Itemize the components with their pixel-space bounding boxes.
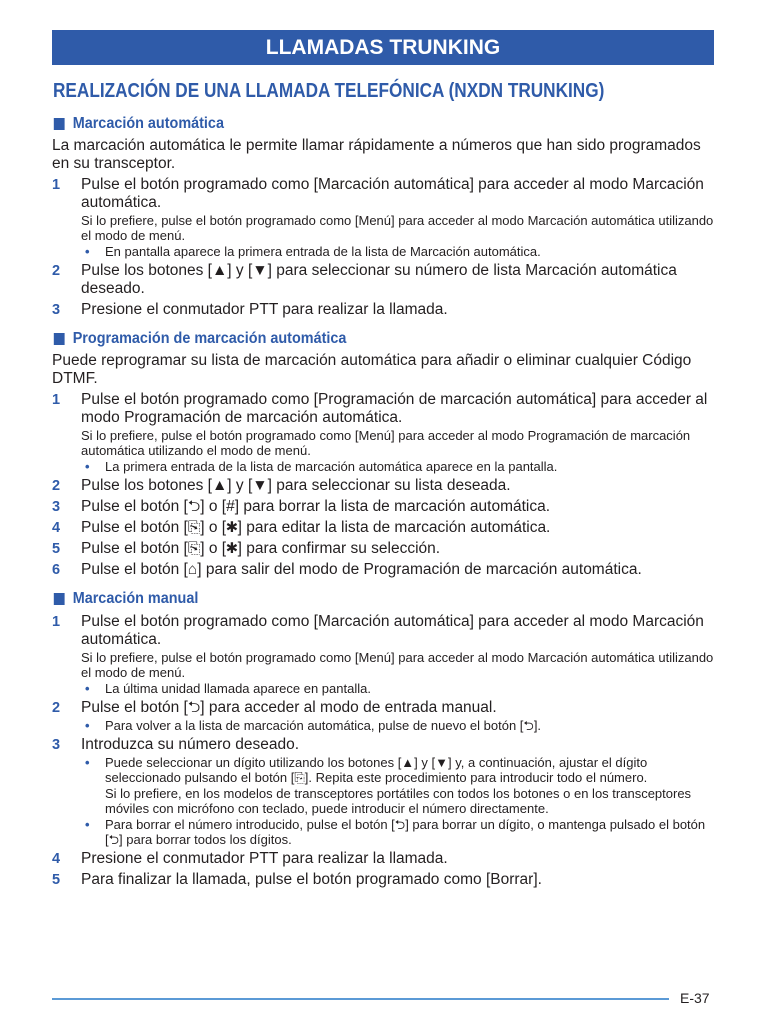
section-title: REALIZACIÓN DE UNA LLAMADA TELEFÓNICA (NXDN TRUNKING): [53, 80, 605, 102]
bullet-item: [52, 244, 716, 259]
step-number: 3: [52, 302, 61, 318]
step-number: 5: [52, 872, 61, 888]
prog-intro: Puede reprogramar su lista de marcación automática para añadir o eliminar cualquier Código DTMF.: [52, 352, 692, 387]
step: [52, 391, 716, 427]
bullet-item: [52, 459, 716, 474]
step-number: 6: [52, 562, 61, 578]
page-body: [52, 113, 716, 890]
square-bullet-icon: [54, 118, 65, 130]
bullet-item: [52, 755, 716, 785]
step: [52, 498, 716, 516]
step-number: 2: [52, 700, 61, 716]
bullet-item: [52, 718, 716, 733]
step-text: Pulse el botón [⎘] o [✱] para confirmar su selección.: [81, 540, 441, 557]
step-text: Pulse el botón programado como [Marcación automática] para acceder al modo Marcación automática.: [81, 613, 704, 648]
step-number: 5: [52, 541, 61, 557]
bullet-dot-icon: •: [85, 718, 90, 733]
step-text: Presione el conmutador PTT para realizar la llamada.: [81, 850, 448, 867]
step-text: Pulse el botón [⎘] o [✱] para editar la lista de marcación automática.: [81, 519, 551, 536]
bullet-text: Para borrar el número introducido, pulse el botón [⮌] para borrar un dígito, o mantenga pulsado el botón [⮌] para borrar todos los dígitos.: [105, 817, 706, 847]
step-text: Pulse el botón [⮌] para acceder al modo de entrada manual.: [81, 699, 497, 716]
step-number: 4: [52, 851, 61, 867]
step-text: Pulse los botones [▲] y [▼] para seleccionar su lista deseada.: [81, 477, 511, 494]
square-bullet-icon: [54, 593, 65, 605]
subheading-manual-dial: [52, 588, 650, 610]
bullet-item: [52, 817, 716, 847]
step: [52, 176, 716, 212]
page-number: E-37: [680, 990, 710, 1006]
step: [52, 477, 716, 495]
step-number: 2: [52, 263, 61, 279]
step: [52, 561, 716, 579]
step: [52, 301, 716, 319]
step-number: 1: [52, 614, 61, 630]
step-number: 3: [52, 499, 61, 515]
step: [52, 871, 716, 889]
step: [52, 699, 716, 717]
subheading-auto-dial-programming: [52, 328, 650, 350]
step-number: 4: [52, 520, 61, 536]
bullet-text: Para volver a la lista de marcación automática, pulse de nuevo el botón [⮌].: [105, 718, 542, 733]
step: [52, 519, 716, 537]
bullet-dot-icon: •: [85, 459, 90, 474]
step: [52, 736, 716, 754]
step: [52, 262, 716, 298]
subheading-label: Marcación automática: [72, 115, 224, 132]
step: [52, 613, 716, 649]
step: [52, 540, 716, 558]
step-number: 3: [52, 737, 61, 753]
step-note: Si lo prefiere, pulse el botón programado como [Menú] para acceder al modo Programación de marcación automática utilizando el modo de menú.: [81, 428, 691, 458]
bullet-text: En pantalla aparece la primera entrada de la lista de Marcación automática.: [105, 244, 541, 259]
subheading-auto-dial: [52, 113, 650, 135]
step-number: 1: [52, 392, 61, 408]
bullet-text: La última unidad llamada aparece en pantalla.: [105, 681, 371, 696]
bullet-dot-icon: •: [85, 244, 90, 259]
chapter-banner: LLAMADAS TRUNKING: [52, 30, 714, 65]
step-text: Pulse el botón [⮌] o [#] para borrar la lista de marcación automática.: [81, 498, 551, 515]
footer-rule: [52, 998, 669, 1000]
subheading-label: Marcación manual: [72, 590, 199, 607]
bullet-dot-icon: •: [85, 755, 90, 770]
step-text: Pulse el botón programado como [Marcación automática] para acceder al modo Marcación automática.: [81, 176, 704, 211]
step-text: Introduzca su número deseado.: [81, 736, 299, 753]
step-text: Presione el conmutador PTT para realizar la llamada.: [81, 301, 448, 318]
step-text: Pulse el botón programado como [Programación de marcación automática] para acceder al modo Programación de marcación automática.: [81, 391, 708, 426]
bullet-text: Puede seleccionar un dígito utilizando los botones [▲] y [▼] y, a continuación, ajustar el dígito seleccionado pulsando el botón [⎘]. Repita este procedimiento para introducir todo el número.: [105, 755, 648, 785]
bullet-dot-icon: •: [85, 681, 90, 696]
step-number: 1: [52, 177, 61, 193]
step-text: Pulse el botón [⌂] para salir del modo de Programación de marcación automática.: [81, 561, 642, 578]
step-note: Si lo prefiere, pulse el botón programado como [Menú] para acceder al modo Marcación automática utilizando el modo de menú.: [81, 213, 714, 243]
step-note: Si lo prefiere, pulse el botón programado como [Menú] para acceder al modo Marcación automática utilizando el modo de menú.: [81, 650, 714, 680]
bullet-continuation: Si lo prefiere, en los modelos de transceptores portátiles con todos los botones o en los transceptores móviles con micrófono con teclado, puede introducir el número directamente.: [105, 786, 692, 816]
step-text: Para finalizar la llamada, pulse el botón programado como [Borrar].: [81, 871, 542, 888]
step: [52, 850, 716, 868]
bullet-dot-icon: •: [85, 817, 90, 832]
bullet-item: [52, 681, 716, 696]
square-bullet-icon: [54, 333, 65, 345]
step-number: 2: [52, 478, 61, 494]
step-text: Pulse los botones [▲] y [▼] para seleccionar su número de lista Marcación automática deseado.: [81, 262, 677, 297]
auto-intro: La marcación automática le permite llamar rápidamente a números que han sido programados en su transceptor.: [52, 137, 701, 172]
bullet-text: La primera entrada de la lista de marcación automática aparece en la pantalla.: [105, 459, 558, 474]
subheading-label: Programación de marcación automática: [72, 330, 347, 347]
